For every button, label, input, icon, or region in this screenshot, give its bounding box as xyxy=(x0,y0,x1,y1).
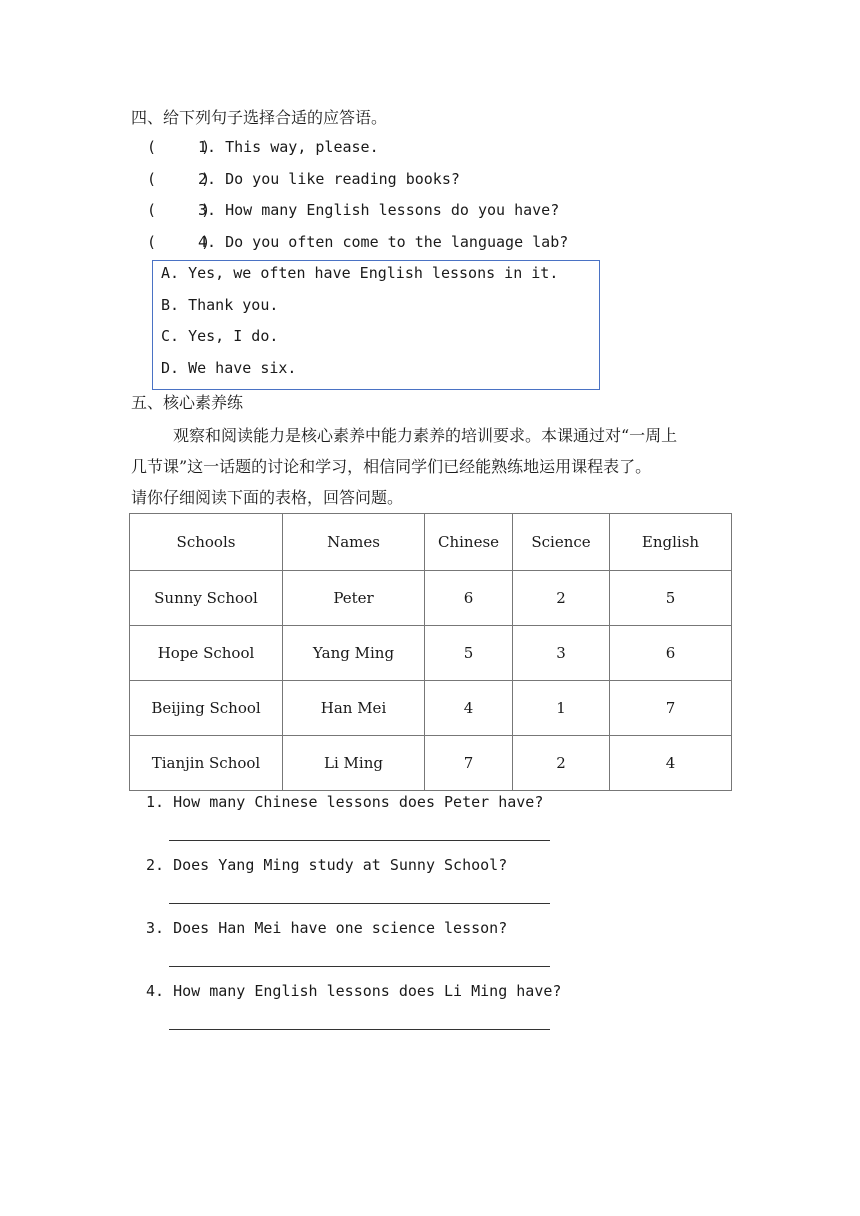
cell-science: 2 xyxy=(513,571,610,626)
cell-english: 4 xyxy=(610,736,732,791)
question-1-paren[interactable]: ( ) xyxy=(147,138,211,156)
cell-science: 1 xyxy=(513,681,610,736)
answer-line-2[interactable] xyxy=(169,903,550,904)
section5-title: 五、核心素养练 xyxy=(131,393,244,412)
answer-line-1[interactable] xyxy=(169,840,550,841)
cell-english: 7 xyxy=(610,681,732,736)
cell-science: 2 xyxy=(513,736,610,791)
answer-line-4[interactable] xyxy=(169,1029,550,1030)
table-row xyxy=(130,626,732,681)
reading-question-4: 4. How many English lessons does Li Ming have? xyxy=(146,982,562,1000)
option-b: B. Thank you. xyxy=(161,296,279,314)
question-4-paren[interactable]: ( ) xyxy=(147,233,211,251)
cell-school: Hope School xyxy=(130,626,283,681)
header-english: English xyxy=(610,514,732,571)
cell-english: 5 xyxy=(610,571,732,626)
cell-school: Sunny School xyxy=(130,571,283,626)
header-schools: Schools xyxy=(130,514,283,571)
table-row xyxy=(130,681,732,736)
header-science: Science xyxy=(513,514,610,571)
table-row xyxy=(130,736,732,791)
answer-line-3[interactable] xyxy=(169,966,550,967)
header-names: Names xyxy=(283,514,425,571)
cell-name: Peter xyxy=(283,571,425,626)
question-3-text: 3. How many English lessons do you have? xyxy=(198,201,560,219)
cell-name: Han Mei xyxy=(283,681,425,736)
header-chinese: Chinese xyxy=(425,514,513,571)
cell-school: Tianjin School xyxy=(130,736,283,791)
cell-name: Li Ming xyxy=(283,736,425,791)
table-header-row xyxy=(130,514,732,571)
intro-line-2: 几节课”这一话题的讨论和学习，相信同学们已经能熟练地运用课程表了。 xyxy=(131,457,652,476)
reading-question-1: 1. How many Chinese lessons does Peter have? xyxy=(146,793,544,811)
schedule-table xyxy=(129,513,732,791)
cell-chinese: 7 xyxy=(425,736,513,791)
option-c: C. Yes, I do. xyxy=(161,327,279,345)
cell-name: Yang Ming xyxy=(283,626,425,681)
intro-line-1: 观察和阅读能力是核心素养中能力素养的培训要求。本课通过对“一周上 xyxy=(173,426,678,445)
question-3-paren[interactable]: ( ) xyxy=(147,201,211,219)
question-1-text: 1. This way, please. xyxy=(198,138,379,156)
intro-line-3: 请你仔细阅读下面的表格，回答问题。 xyxy=(131,488,404,507)
option-a: A. Yes, we often have English lessons in it. xyxy=(161,264,559,282)
section4-title: 四、给下列句子选择合适的应答语。 xyxy=(131,108,388,127)
question-2-paren[interactable]: ( ) xyxy=(147,170,211,188)
cell-school: Beijing School xyxy=(130,681,283,736)
cell-chinese: 6 xyxy=(425,571,513,626)
table-row xyxy=(130,571,732,626)
cell-chinese: 5 xyxy=(425,626,513,681)
question-2-text: 2. Do you like reading books? xyxy=(198,170,460,188)
reading-question-2: 2. Does Yang Ming study at Sunny School? xyxy=(146,856,508,874)
cell-english: 6 xyxy=(610,626,732,681)
cell-chinese: 4 xyxy=(425,681,513,736)
option-d: D. We have six. xyxy=(161,359,297,377)
question-4-text: 4. Do you often come to the language lab? xyxy=(198,233,569,251)
cell-science: 3 xyxy=(513,626,610,681)
reading-question-3: 3. Does Han Mei have one science lesson? xyxy=(146,919,508,937)
